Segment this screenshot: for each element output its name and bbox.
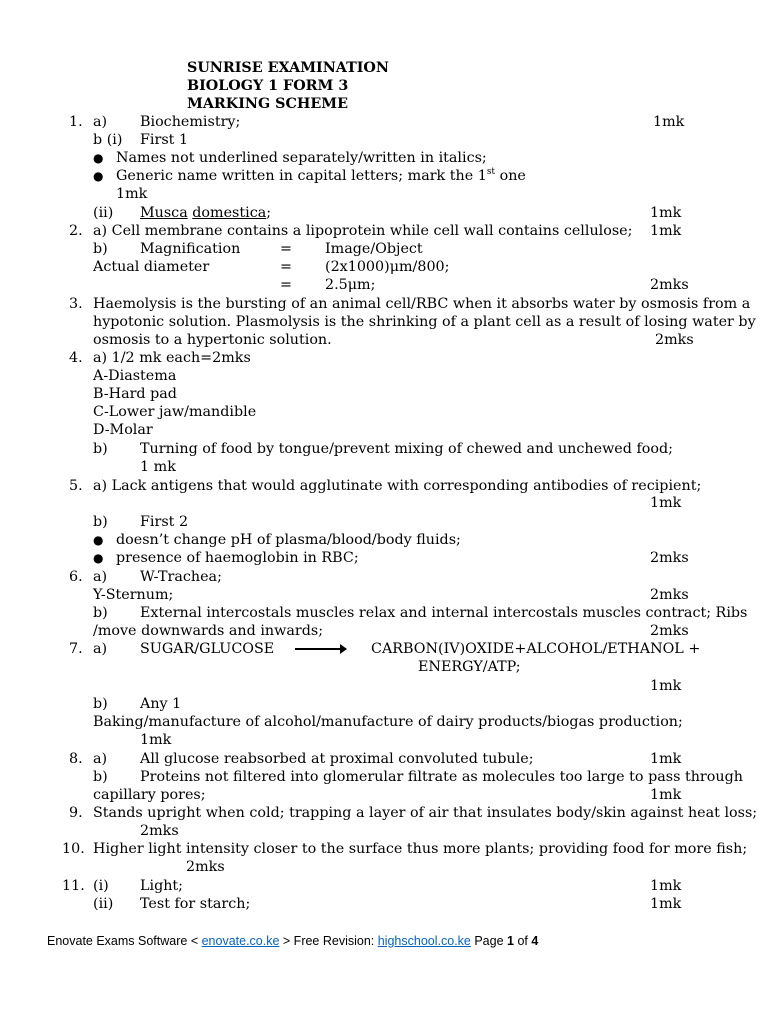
enovate-link[interactable]: enovate.co.ke xyxy=(201,934,280,948)
q6-number: 6. xyxy=(69,569,83,585)
q1-ii-species: domestica xyxy=(192,205,267,221)
q4-A: A-Diastema xyxy=(93,368,177,384)
footer-prefix: Enovate Exams Software < xyxy=(47,934,202,948)
q2-b-equals: = xyxy=(280,241,292,257)
q2-a-text: a) Cell membrane contains a lipoprotein while cell wall contains cellulose; xyxy=(93,223,633,239)
q1-a-mark: 1mk xyxy=(653,114,685,130)
q2-c-equals: = xyxy=(280,259,292,275)
q2-number: 2. xyxy=(69,223,83,239)
q11-i-text: Light; xyxy=(140,878,183,894)
q7-number: 7. xyxy=(69,641,83,657)
q8-a-mark: 1mk xyxy=(650,751,682,767)
bullet-icon: ● xyxy=(93,151,104,165)
q3-line-2: hypotonic solution. Plasmolysis is the shrinking of a plant cell as a result of losing water by xyxy=(93,314,756,330)
footer-page-number: 1 xyxy=(507,934,514,948)
q7-b-line-2: Baking/manufacture of alcohol/manufacture of dairy products/biogas production; xyxy=(93,714,683,730)
q4-b-label: b) xyxy=(93,441,108,457)
footer-of: of xyxy=(513,934,532,948)
q4-b-mark: 1 mk xyxy=(140,459,176,475)
q4-D: D-Molar xyxy=(93,422,153,438)
q11-ii-mark: 1mk xyxy=(650,896,682,912)
q1-ii-genus: Musca xyxy=(140,205,188,221)
q5-a-text: a) Lack antigens that would agglutinate with corresponding antibodies of recipient; xyxy=(93,478,702,494)
q2-d-result: 2.5μm; xyxy=(325,277,376,293)
q5-bullet-2: presence of haemoglobin in RBC; xyxy=(116,550,359,566)
q1-a-label: a) xyxy=(93,114,108,130)
q11-ii-text: Test for starch; xyxy=(140,896,251,912)
q10-number: 10. xyxy=(62,841,85,857)
q7-b-text: Any 1 xyxy=(140,696,182,712)
q2-b-magnification: Magnification xyxy=(140,241,241,257)
q6-b-line-2: /move downwards and inwards; xyxy=(93,623,324,639)
q2-b-formula: Image/Object xyxy=(325,241,423,257)
q10-text: Higher light intensity closer to the surface thus more plants; providing food for more fish; xyxy=(93,841,748,857)
q1-bullet-2-mark: 1mk xyxy=(116,186,148,202)
q4-number: 4. xyxy=(69,350,83,366)
q8-a-text: All glucose reabsorbed at proximal convoluted tubule; xyxy=(140,751,534,767)
q1-bullet-2-post: one xyxy=(495,168,526,184)
q1-bullet-2 xyxy=(116,167,526,185)
q5-bullet-1: doesn’t change pH of plasma/blood/body fluids; xyxy=(116,532,461,548)
q7-b-mark: 1mk xyxy=(140,732,172,748)
title-line-1: SUNRISE EXAMINATION xyxy=(187,60,389,76)
q9-text: Stands upright when cold; trapping a layer of air that insulates body/skin against heat loss; xyxy=(93,805,758,821)
q4-B: B-Hard pad xyxy=(93,386,177,402)
q3-line-1: Haemolysis is the bursting of an animal cell/RBC when it absorbs water by osmosis from a xyxy=(93,296,751,312)
q8-number: 8. xyxy=(69,751,83,767)
q2-d-mark: 2mks xyxy=(650,277,689,293)
footer-page-total: 4 xyxy=(531,934,539,948)
highschool-link[interactable]: highschool.co.ke xyxy=(377,934,471,948)
q6-a-label: a) xyxy=(93,569,108,585)
bullet-icon: ● xyxy=(93,551,104,565)
q10-mark: 2mks xyxy=(186,859,225,875)
reaction-arrow-icon xyxy=(295,648,345,650)
q9-number: 9. xyxy=(69,805,83,821)
q1-ii-label: (ii) xyxy=(93,205,114,221)
q8-b-mark: 1mk xyxy=(650,787,682,803)
q1-b-text: First 1 xyxy=(140,132,189,148)
footer-page-label: Page xyxy=(470,934,508,948)
q8-a-label: a) xyxy=(93,751,108,767)
q2-a-mark: 1mk xyxy=(650,223,682,239)
q1-bullet-2-sup: st xyxy=(486,167,496,178)
q11-ii-label: (ii) xyxy=(93,896,114,912)
q6-a-text: W-Trachea; xyxy=(140,569,222,585)
q4-b-text: Turning of food by tongue/prevent mixing of chewed and unchewed food; xyxy=(140,441,673,457)
q6-y-mark: 2mks xyxy=(650,587,689,603)
q5-bullet-2-mark: 2mks xyxy=(650,550,689,566)
q1-bullet-2-text: Generic name written in capital letters; mark the 1 xyxy=(116,168,487,184)
page-footer xyxy=(47,934,538,948)
q1-ii-text xyxy=(140,204,271,222)
q9-mark: 2mks xyxy=(140,823,179,839)
q5-b-text: First 2 xyxy=(140,514,189,530)
q6-b-mark: 2mks xyxy=(650,623,689,639)
q7-a-mark: 1mk xyxy=(650,678,682,694)
q4-a-text: a) 1/2 mk each=2mks xyxy=(93,350,251,366)
q7-reactant: SUGAR/GLUCOSE xyxy=(140,641,275,657)
q5-a-mark: 1mk xyxy=(650,495,682,511)
q8-b-text: Proteins not filtered into glomerular filtrate as molecules too large to pass through xyxy=(140,769,743,785)
q1-bullet-1: Names not underlined separately/written in italics; xyxy=(116,150,487,166)
q1-ii-end: ; xyxy=(266,205,272,221)
title-line-3: MARKING SCHEME xyxy=(187,96,349,112)
q8-b-label: b) xyxy=(93,769,108,785)
q5-number: 5. xyxy=(69,478,83,494)
q2-b-label: b) xyxy=(93,241,108,257)
q4-C: C-Lower jaw/mandible xyxy=(93,404,257,420)
q1-a-text: Biochemistry; xyxy=(140,114,241,130)
q7-products: CARBON(IV)OXIDE+ALCOHOL/ETHANOL + xyxy=(371,641,701,657)
q3-line-3: osmosis to a hypertonic solution. xyxy=(93,332,332,348)
q2-actual-diameter: Actual diameter xyxy=(93,259,210,275)
bullet-icon: ● xyxy=(93,169,104,183)
q1-b-label: b (i) xyxy=(93,132,123,148)
q1-number: 1. xyxy=(69,114,83,130)
q3-mark: 2mks xyxy=(655,332,694,348)
footer-mid: > Free Revision: xyxy=(279,934,378,948)
q2-c-formula: (2x1000)μm/800; xyxy=(325,259,450,275)
q6-y-text: Y-Sternum; xyxy=(93,587,174,603)
title-line-2: BIOLOGY 1 FORM 3 xyxy=(187,78,349,94)
q7-b-label: b) xyxy=(93,696,108,712)
q3-number: 3. xyxy=(69,296,83,312)
q7-products-2: ENERGY/ATP; xyxy=(418,659,521,675)
q6-b-text: External intercostals muscles relax and internal intercostals muscles contract; Ribs xyxy=(140,605,748,621)
q5-b-label: b) xyxy=(93,514,108,530)
q11-i-label: (i) xyxy=(93,878,109,894)
q2-d-equals: = xyxy=(280,277,292,293)
q11-i-mark: 1mk xyxy=(650,878,682,894)
q7-a-label: a) xyxy=(93,641,108,657)
q8-b-line-2: capillary pores; xyxy=(93,787,206,803)
bullet-icon: ● xyxy=(93,533,104,547)
q6-b-label: b) xyxy=(93,605,108,621)
q11-number: 11. xyxy=(62,878,85,894)
q1-ii-mark: 1mk xyxy=(650,205,682,221)
